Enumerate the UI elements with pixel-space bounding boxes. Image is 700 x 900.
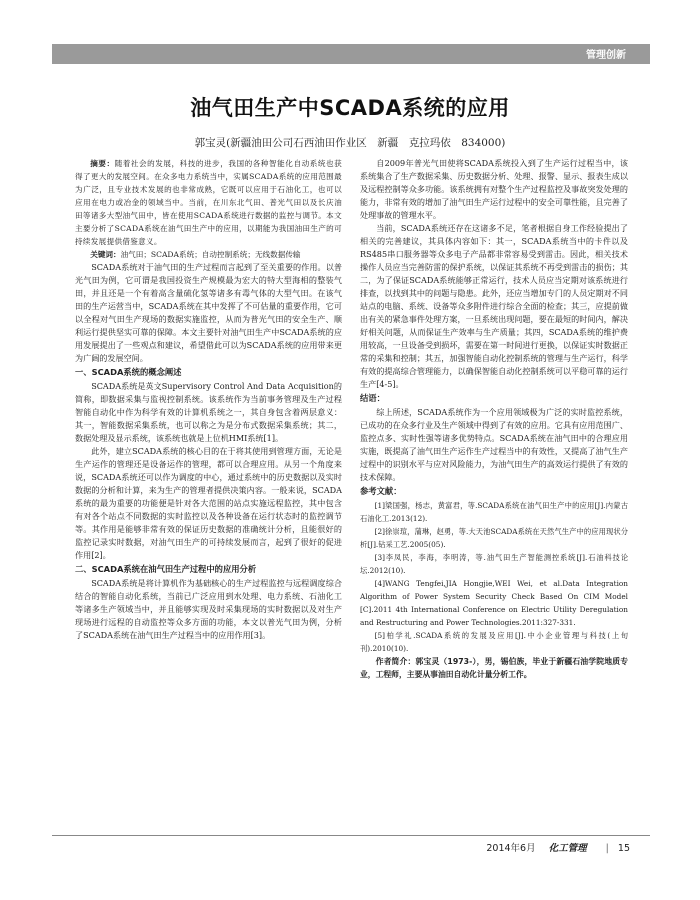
abstract-label: 摘要： [90, 159, 115, 168]
keywords-text: 油气田；SCADA系统；自动控制系统；无线数据传输 [120, 250, 301, 259]
page-footer [486, 840, 630, 854]
article-title: 油气田生产中SCADA系统的应用 [190, 96, 510, 120]
right-paragraph-2: 当前，SCADA系统还存在这诸多不足，笔者根据自身工作经验提出了相关的完善建议，其具体内容如下：其一，SCADA系统当中的卡件以及RS485串口服务器等众多电子产品都非常容易受到雷击。因此，相关技术操作人员应当完善防雷的保护系统，以保证其系统不再受到雷击的损伤；其二，为了保证SCADA系统能够正常运行，技术人员应当定期对该系统进行排查，以找到其中的问题与隐患。此外，还应当增加专门的人员定期对不同站点的电脑、系统、设备等众多附件进行综合全面的检查；其三，应提前做出有关的紧急事件处理方案，一旦系统出现问题，要在最短的时间内，解决好相关问题，从而保证生产效率与生产质量；其四，SCADA系统的维护费用较高，一旦设备受到损坏，需要在第一时间进行更换，以保证实时数据正常的采集和控制；其五，加强智能自动化控制系统的管理与生产运行，科学有效的提高综合管理能力，以确保智能自动化控制系统可以平稳可靠的运行生产[4-5]。 [360, 223, 628, 389]
section-label: 管理创新 [586, 50, 626, 61]
conclusion-paragraph: 综上所述，SCADA系统作为一个应用领域极为广泛的实时监控系统，已成功的在众多行业及生产领域中得到了有效的应用。它具有应用范围广、监控点多、实时性强等诸多优势特点。SCADA系统在油气田中的合理应用实施，既提高了油气田生产运作生产过程当中的有效性，又提高了油气生产过程中的识别水平与应对风险能力，为油气田生产的高效运行提供了有效的技术保障。 [360, 407, 628, 482]
abstract-text: 随着社会的发展，科技的进步，我国的各种智能化自动系统也获得了更大的发展空间。在众多电力系统当中，实属SCADA系统的应用范围最为广泛，且专业技术发展的也非常成熟，它既可以应用于石油化工，也可以应用在电力或冶金的领域当中。当前，在川东北气田、普光气田以及长庆油田等诸多大型油气田中，皆在使用SCADA系统进行数据的监控与调节。本文主要分析了SCADA系统在油气田生产中的应用，以期能为我国油田生产的可持续发展提供借鉴意义。 [75, 159, 342, 246]
section1-paragraph-2: 此外，建立SCADA系统的核心目的在于将其使用到管理方面，无论是生产运作的管理还是设备运作的管理，都可以合理应用。从另一个角度来说，SCADA系统还可以作为调度的中心，通过系统中的历史数据以及实时数据的分析和计算，来为生产的管理者提供决策内容。一般来说，SCADA系统的最为重要的功能便是针对各大范围的站点实施远程监控，其中包含有对各个站点不同数据的实时监控以及各种设备在运行状态时的监控调节等。其作用是能够非常有效的保证历史数据的准确统计分析，且能很好的监控记录实时数据，对油气田生产的可持续发展而言，起到了很好的促进作用[2]。 [75, 446, 342, 560]
right-column [360, 157, 628, 681]
left-column [75, 157, 342, 642]
references-heading: 参考文献： [360, 486, 402, 496]
journal-logo: 化工管理 [548, 843, 587, 854]
conclusion-heading: 结语： [360, 393, 385, 403]
reference-item: [2]徐崇瑄，蒲琳，赵勇，等.大天池SCADA系统在天然气生产中的应用现状分析[J].钻采工艺.2005(05). [360, 527, 628, 549]
reference-item: [4]WANG Tengfei,JIA Hongjie,WEI Wei, et al.Data Integration Algorithm of Power System Security Check Based On CIM Model [C].2011 4th International Conference on Electric Utility Deregulation and Restructuring and Power Technologies.2011:327-331. [360, 579, 628, 627]
keywords [75, 248, 342, 261]
author-bio: 作者简介：郭宝灵（1973-），男，锡伯族，毕业于新疆石油学院地质专业，工程师，主要从事油田自动化计量分析工作。 [360, 657, 628, 679]
section2-paragraph-1: SCADA系统是将计算机作为基础核心的生产过程监控与远程调度综合结合的智能自动化系统，当前已广泛应用到水处理、电力系统、石油化工等诸多生产领域当中，并且能够实现及时采集现场的实时数据以及对生产现场进行远程的自动监控等众多方面的功能，本文以普光气田为例，分析了SCADA系统在油气田生产过程当中的应用作用[3]。 [75, 578, 342, 640]
author-line: 郭宝灵(新疆油田公司石西油田作业区 新疆 克拉玛依 834000) [194, 137, 506, 149]
header-bar [52, 44, 650, 64]
footer-date: 2014年6月 [486, 843, 536, 854]
keywords-label: 关键词： [90, 250, 121, 259]
reference-item: [1]梁国强，杨志，黄富君，等.SCADA系统在油气田生产中的应用[J].内蒙古石油化工.2013(12). [360, 501, 628, 523]
section1-paragraph-1: SCADA系统是英文Supervisory Control And Data Acquisition的简称，即数据采集与监视控制系统。该系统作为当前事务管理及生产过程智能自动化中作为科学有效的计算机系统之一，其自身包含着两层意义：其一，智能数据采集系统，也可以称之为是分布式数据采集系统；其二，数据处理及显示系统，该系统也就是上位机HMI系统[1]。 [75, 381, 342, 443]
intro-paragraph: SCADA系统对于油气田的生产过程而言起到了至关重要的作用。以普光气田为例，它可谓是我国投资生产规模最为宏大的特大型海相的整装气田，并且还是一个有着高含量硫化氢等诸多有毒气体的大型气田。在该气田的生产运营当中，SCADA系统在其中发挥了不可估量的重要作用，它可以全程对气田生产现场的数据实施监控，从而为普光气田的安全生产、顺利运行提供坚实可靠的保障。本文主要针对油气田生产中SCADA系统的应用发展提出了一些观点和建议，希望借此可以为SCADA系统的应用带来更为广阔的发展空间。 [75, 262, 342, 363]
reference-item: [5]柏学礼.SCADA系统的发展及应用[J].中小企业管理与科技(上旬刊).2010(10). [360, 631, 628, 653]
reference-item: [3]李凤民，李海，李明涛，等.油气田生产智能测控系统[J].石油科技论坛.2012(10). [360, 553, 628, 575]
reference-list [360, 499, 628, 655]
section2-heading: 二、SCADA系统在油气田生产过程中的应用分析 [75, 564, 257, 574]
footer-divider [52, 835, 650, 836]
page-number: 15 [617, 843, 630, 854]
section1-heading: 一、SCADA系统的概念阐述 [75, 367, 182, 377]
abstract [75, 157, 342, 248]
footer-separator: | [605, 843, 609, 854]
right-paragraph-1: 自2009年普光气田使将SCADA系统投入到了生产运行过程当中，该系统集合了生产数据采集、历史数据分析、处理、报警、显示、报表生成以及远程控制等众多功能。该系统拥有对整个生产过程监控及事故突发处理的能力，非常有效的增加了油气田生产运行过程中的安全可靠性能，且完善了处理事故的管理水平。 [360, 158, 628, 220]
